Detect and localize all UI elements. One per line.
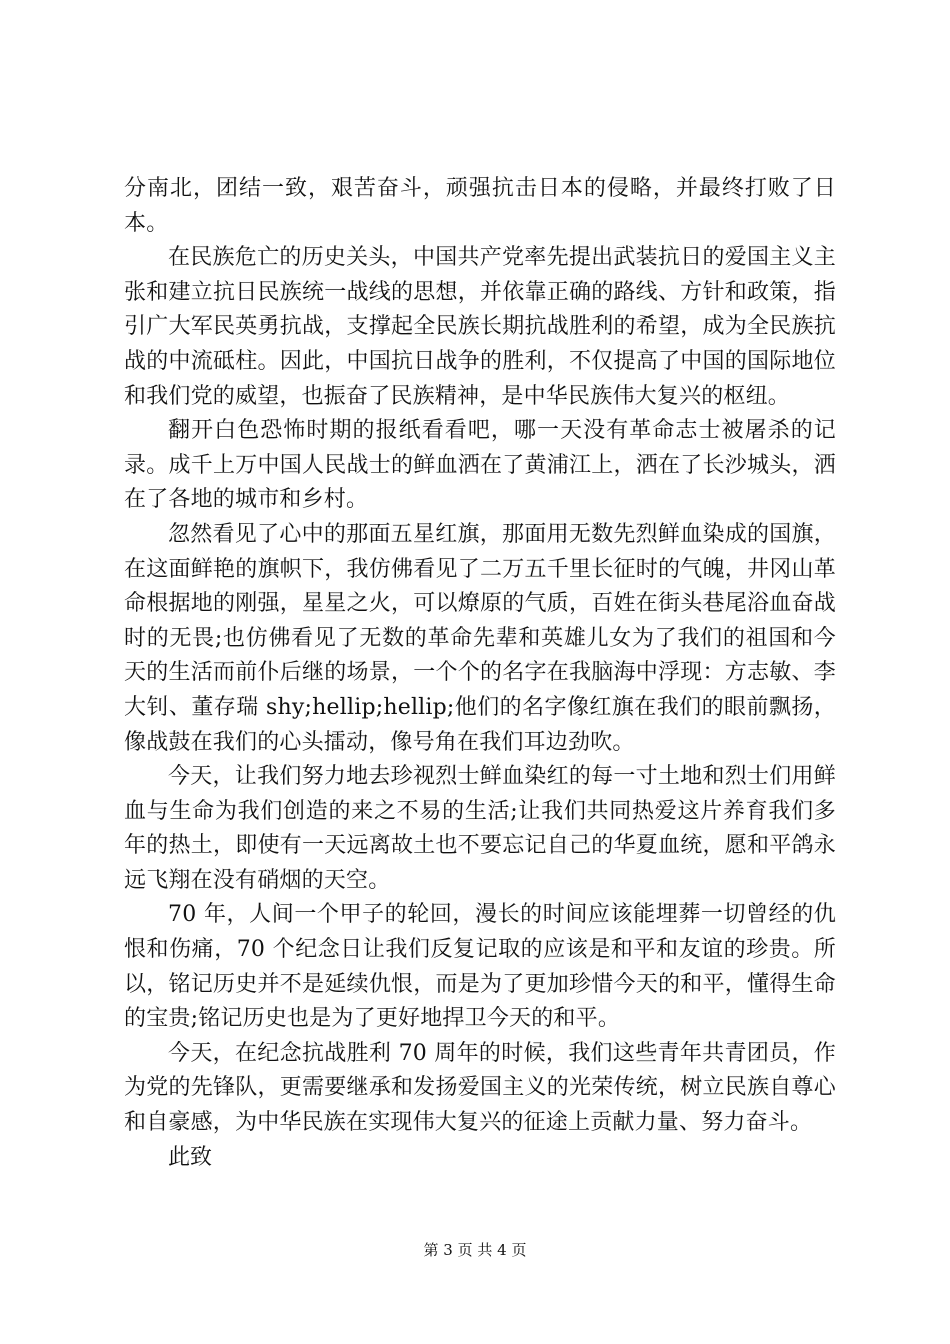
closing-salutation: 此致	[168, 1144, 213, 1170]
paragraph: 在民族危亡的历史关头，中国共产党率先提出武装抗日的爱国主义主张和建立抗日民族统一战线的思想，并依靠正确的路线、方针和政策，指引广大军民英勇抗战，支撑起全民族长期抗战胜利的希望，成为全民族抗战的中流砥柱。因此，中国抗日战争的胜利，不仅提高了中国的国际地位和我们党的威望，也振奋了民族精神，是中华民族伟大复兴的枢纽。	[124, 245, 836, 409]
document-body	[124, 172, 836, 1175]
paragraph: 70 年，人间一个甲子的轮回，漫长的时间应该能埋葬一切曾经的仇恨和伤痛，70 个纪念日让我们反复记取的应该是和平和友谊的珍贵。所以，铭记历史并不是延续仇恨，而是为了更加珍惜今天的和平，懂得生命的宝贵;铭记历史也是为了更好地捍卫今天的和平。	[124, 902, 836, 1032]
paragraph: 分南北，团结一致，艰苦奋斗，顽强抗击日本的侵略，并最终打败了日本。	[124, 176, 836, 236]
page-number-footer: 第 3 页 共 4 页	[423, 1241, 527, 1259]
paragraph: 翻开白色恐怖时期的报纸看看吧，哪一天没有革命志士被屠杀的记录。成千上万中国人民战士的鲜血洒在了黄浦江上，洒在了长沙城头，洒在了各地的城市和乡村。	[124, 418, 836, 513]
paragraph: 今天，在纪念抗战胜利 70 周年的时候，我们这些青年共青团员，作为党的先锋队，更需要继承和发扬爱国主义的光荣传统，树立民族自尊心和自豪感，为中华民族在实现伟大复兴的征途上贡献力量、努力奋斗。	[124, 1040, 836, 1136]
paragraph: 今天，让我们努力地去珍视烈士鲜血染红的每一寸土地和烈士们用鲜血与生命为我们创造的来之不易的生活;让我们共同热爱这片养育我们多年的热土，即使有一天远离故土也不要忘记自己的华夏血统，愿和平鸽永远飞翔在没有硝烟的天空。	[124, 764, 836, 893]
paragraph: 忽然看见了心中的那面五星红旗，那面用无数先烈鲜血染成的国旗，在这面鲜艳的旗帜下，我仿佛看见了二万五千里长征时的气魄，井冈山革命根据地的刚强，星星之火，可以燎原的气质，百姓在街头巷尾浴血奋战时的无畏;也仿佛看见了无数的革命先辈和英雄儿女为了我们的祖国和今天的生活而前仆后继的场景，一个个的名字在我脑海中浮现：方志敏、李大钊、董存瑞 shy;hellip;hellip;他们的名字像红旗在我们的眼前飘扬，像战鼓在我们的心头擂动，像号角在我们耳边劲吹。	[124, 521, 836, 755]
